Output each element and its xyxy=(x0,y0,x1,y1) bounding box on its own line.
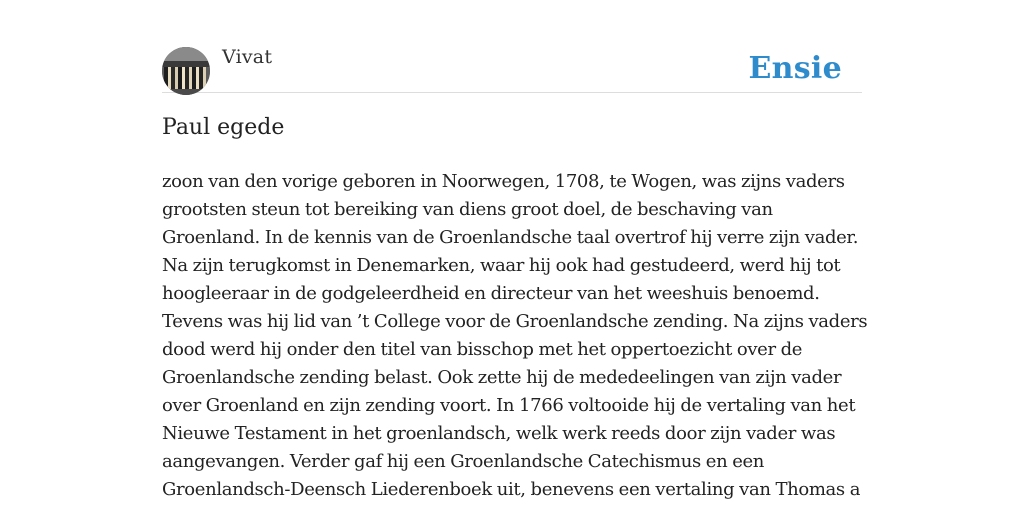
book-spines-avatar-icon xyxy=(162,47,210,95)
source-name[interactable]: Vivat xyxy=(222,46,273,68)
page-title: Paul egede xyxy=(162,115,285,140)
source-avatar[interactable] xyxy=(162,47,210,95)
brand-logo[interactable]: Ensie xyxy=(748,51,842,86)
article-body: zoon van den vorige geboren in Noorwegen, 1708, te Wogen, was zijns vaders grootsten steun tot bereiking van diens groot doel, de beschaving van Groenland. In de kennis van de Groenlandsche taal overtrof hij verre zijn vader. Na zijn terugkomst in Denemarken, waar hij ook had gestudeerd, werd hij tot hoogleeraar in de godgeleerdheid en directeur van het weeshuis benoemd. Tevens was hij lid van ’t College voor de Groenlandsche zending. Na zijns vaders dood werd hij onder den titel van bisschop met het oppertoezicht over de Groenlandsche zending belast. Ook zette hij de mededeelingen van zijn vader over Groenland en zijn zending voort. In 1766 voltooide hij de vertaling van het Nieuwe Testament in het groenlandsch, welk werk reeds door zijn vader was aangevangen. Verder gaf hij een Groenlandsche Catechismus en een Groenlandsch-Deensch Liederenboek uit, benevens een vertaling van Thomas a xyxy=(162,171,868,500)
header xyxy=(162,46,862,93)
